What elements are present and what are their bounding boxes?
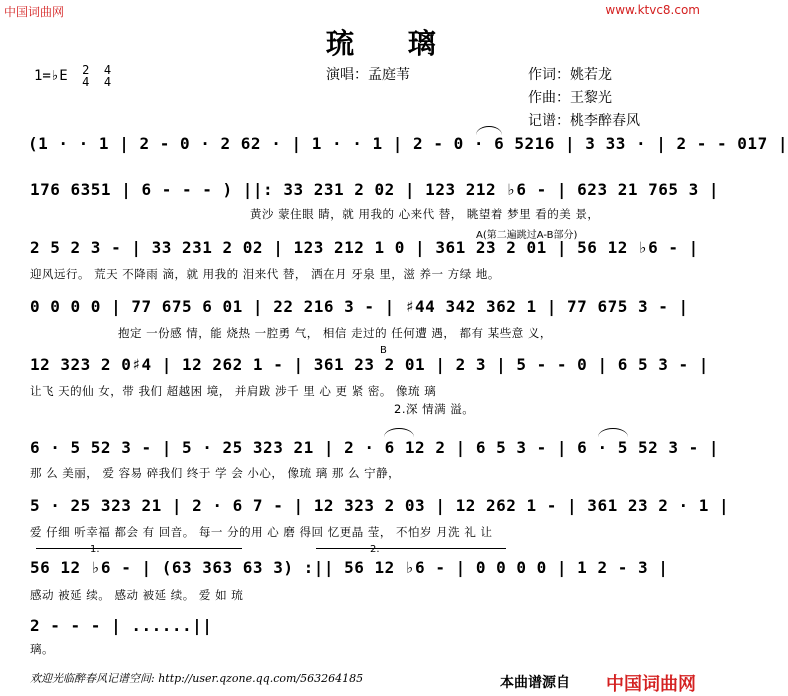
time1-bottom: 4 (82, 75, 90, 89)
footer-visit-text: 欢迎光临醉春风记谱空间: http://user.qzone.qq.com/563264185 (30, 672, 364, 685)
time-signature-1 (82, 64, 89, 88)
score-line-1-notes: (1 · · 1 | 2 - 0 · 2 62 · | 1 · · 1 | 2 - 0 · 6 5216 | 3 33 · | 2 - - 017 | (28, 134, 788, 153)
key-label: 1=♭E (34, 68, 68, 84)
key-signature (34, 64, 111, 88)
footer-source-label: 本曲谱源自 (500, 675, 570, 691)
score-line-8-lyrics: 感动 被延 续。 感动 被延 续。 爱 如 琉 (30, 588, 244, 602)
score-line-7-lyrics: 爱 仔细 听幸福 都会 有 回音。 每一 分的用 心 磨 得回 忆更晶 莹， 不怕岁 月洗 礼 让 (30, 525, 493, 539)
tie-mark (598, 428, 628, 437)
score-line-4-lyrics: 抱定 一份感 情，能 烧热 一腔勇 气， 相信 走过的 任何遭 遇， 都有 某些意 义， (118, 326, 552, 340)
score-line-4-notes: 0 0 0 0 | 77 675 6 01 | 22 216 3 - | ♯44 342 362 1 | 77 675 3 - | (30, 297, 689, 316)
marker-b: B (380, 345, 387, 356)
score-line-3-notes: 2 5 2 3 - | 33 231 2 02 | 123 212 1 0 | 361 23 2 01 | 56 12 ♭6 - | (30, 238, 699, 257)
volta-2-bracket (316, 548, 506, 549)
time1-top: 2 (82, 63, 90, 77)
watermark-right: www.ktvc8.com (605, 3, 700, 17)
time-signature-2 (104, 64, 111, 88)
score-line-6-lyrics: 那 么 美丽， 爱 容易 碎我们 终于 学 会 小心， 像琉 璃 那 么 宁静， (30, 466, 401, 480)
score-line-8-notes: 56 12 ♭6 - | (63 363 63 3) :|| 56 12 ♭6 - | 0 0 0 0 | 1 2 - 3 | (30, 558, 669, 577)
score-line-9-lyrics: 璃。 (30, 642, 54, 656)
score-line-6-notes: 6 · 5 52 3 - | 5 · 25 323 21 | 2 · 6 12 2 | 6 5 3 - | 6 · 5 52 3 - | (30, 438, 720, 457)
singer-credit: 演唱：孟庭苇 (326, 67, 410, 83)
repeat-note: A(第二遍跳过A-B部分) (476, 230, 578, 241)
score-line-5-notes: 12 323 2 0♯4 | 12 262 1 - | 361 23 2 01 | 2 3 | 5 - - 0 | 6 5 3 - | (30, 355, 709, 374)
tie-mark (476, 126, 502, 135)
score-line-7-notes: 5 · 25 323 21 | 2 · 6 7 - | 12 323 2 03 | 12 262 1 - | 361 23 2 · 1 | (30, 496, 730, 515)
time2-bottom: 4 (103, 75, 112, 89)
transcriber-credit: 记谱：桃李醉春风 (528, 113, 640, 129)
score-line-2-notes: 176 6351 | 6 - - - ) ||: 33 231 2 02 | 123 212 ♭6 - | 623 21 765 3 | (30, 180, 720, 199)
volta-1-label: 1. (90, 544, 100, 555)
score-line-2-lyrics: 黄沙 蒙住眼 睛，就 用我的 心来代 替， 眺望着 梦里 看的美 景， (250, 207, 600, 221)
score-line-3-lyrics: 迎风远行。 荒天 不降雨 滴，就 用我的 泪来代 替， 洒在月 牙泉 里，滋 养一 方绿 地。 (30, 267, 500, 281)
watermark-left: 中国词曲网 (4, 5, 65, 19)
song-title: 琉 璃 (326, 27, 458, 60)
volta-1-bracket (36, 548, 242, 549)
composer-credit: 作曲：王黎光 (528, 90, 612, 106)
tie-mark (384, 428, 414, 437)
time2-top: 4 (103, 63, 112, 77)
second-verse-lyrics: 2.深 情满 溢。 (394, 402, 475, 416)
score-line-5-lyrics: 让飞 天的仙 女，带 我们 超越困 境， 并肩跋 涉千 里 心 更 紧 密。 像琉 璃 (30, 384, 437, 398)
score-line-9-notes: 2 - - - | ......|| (30, 616, 213, 635)
footer-brand: 中国词曲网 (606, 674, 696, 695)
lyricist-credit: 作词：姚若龙 (528, 67, 612, 83)
volta-2-label: 2. (370, 544, 380, 555)
